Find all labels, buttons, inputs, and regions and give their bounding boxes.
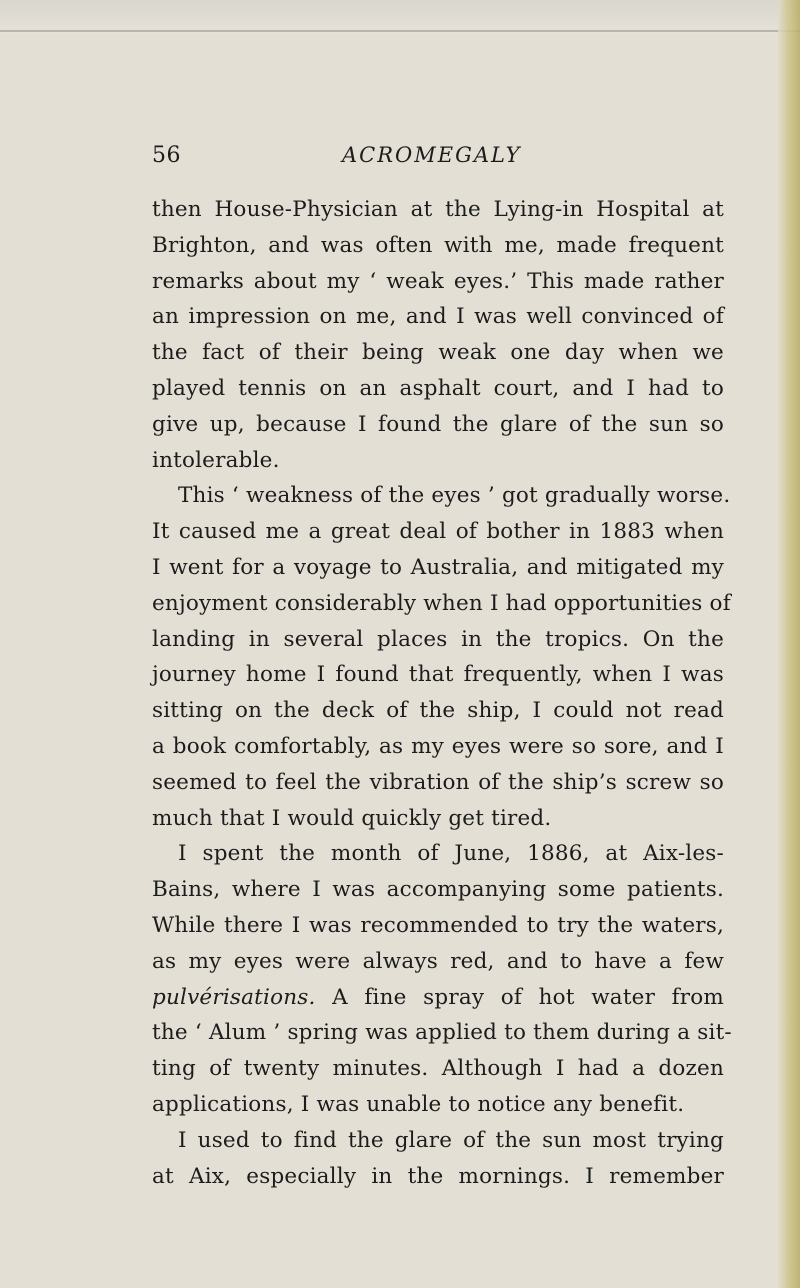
text-line xyxy=(152,980,724,1016)
text-line: Brighton, and was often with me, made frequent xyxy=(152,232,724,258)
text-line: played tennis on an asphalt court, and I had to xyxy=(152,375,724,401)
text-line: ting of twenty minutes. Although I had a dozen xyxy=(152,1056,724,1082)
text-line: enjoyment considerably when I had opportunities of xyxy=(152,590,731,616)
text-line: seemed to feel the vibration of the ship’s screw so xyxy=(152,769,724,795)
text-line: much that I would quickly get tired. xyxy=(152,805,552,831)
running-title: ACROMEGALY xyxy=(342,143,522,167)
text-line: I went for a voyage to Australia, and mitigated my xyxy=(152,554,724,580)
text-line: It caused me a great deal of bother in 1883 when xyxy=(152,519,724,545)
text-line: landing in several places in the tropics. On the xyxy=(152,626,724,652)
text-line: a book comfortably, as my eyes were so sore, and I xyxy=(152,733,724,759)
text-line: This ‘ weakness of the eyes ’ got gradually worse. xyxy=(178,483,731,509)
text-line: journey home I found that frequently, when I was xyxy=(152,662,724,688)
text-line-rest: A fine spray of hot water from xyxy=(315,984,724,1010)
text-line: give up, because I found the glare of the sun so xyxy=(152,411,724,437)
text-line: remarks about my ‘ weak eyes.’ This made rather xyxy=(152,268,724,294)
text-line: the fact of their being weak one day when we xyxy=(152,340,724,366)
text-line: an impression on me, and I was well convinced of xyxy=(152,304,724,330)
text-line: sitting on the deck of the ship, I could not read xyxy=(152,698,724,724)
page-right-edge xyxy=(778,0,800,1288)
text-line: then House-Physician at the Lying-in Hospital at xyxy=(152,197,724,222)
text-line: at Aix, especially in the mornings. I remember xyxy=(152,1163,724,1189)
text-line: I spent the month of June, 1886, at Aix-les- xyxy=(178,841,724,867)
italic-term: pulvérisations. xyxy=(152,984,316,1010)
text-line: applications, I was unable to notice any benefit. xyxy=(152,1091,685,1117)
page-number: 56 xyxy=(152,143,181,168)
body-text xyxy=(152,192,732,1194)
running-head xyxy=(152,143,722,175)
text-line: intolerable. xyxy=(152,447,280,473)
text-line: the ‘ Alum ’ spring was applied to them during a sit- xyxy=(152,1020,732,1046)
text-line: as my eyes were always red, and to have a few xyxy=(152,948,724,974)
text-line: I used to find the glare of the sun most trying xyxy=(178,1127,724,1153)
text-line: Bains, where I was accompanying some patients. xyxy=(152,877,724,903)
text-line: While there I was recommended to try the waters, xyxy=(152,912,724,938)
